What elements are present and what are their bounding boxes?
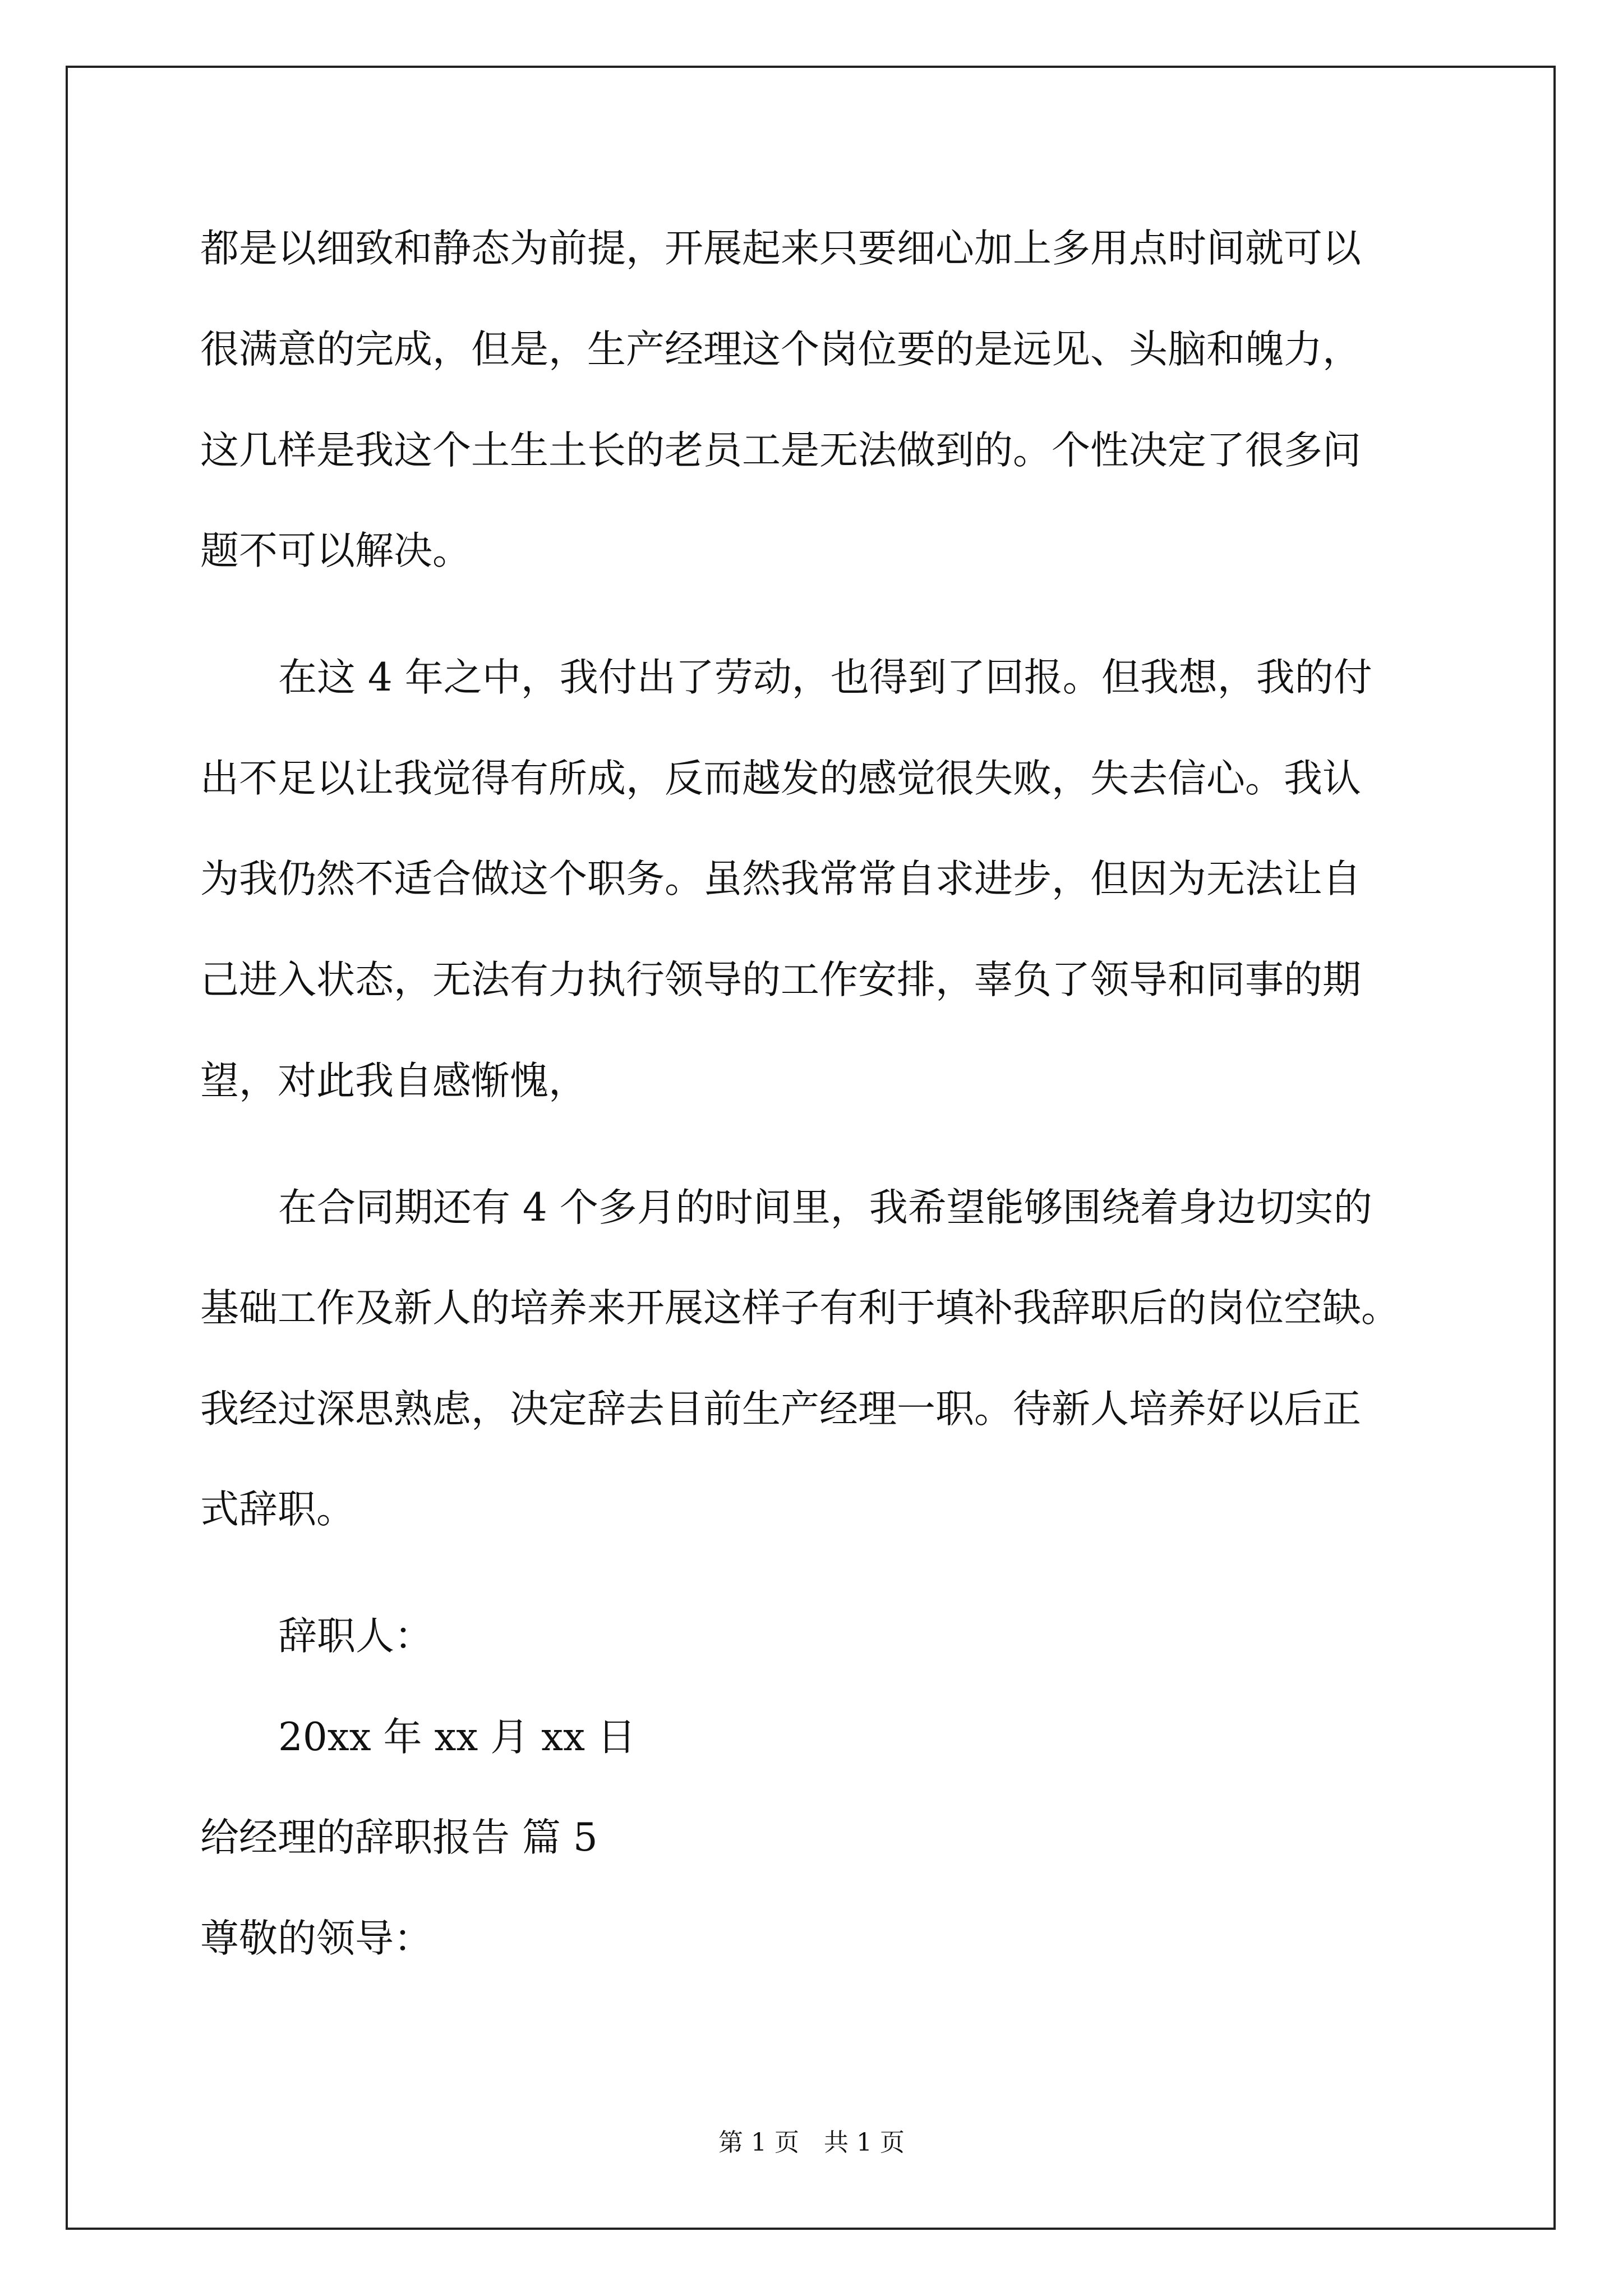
signature-date: 20xx 年 xx 月 xx 日 [278,1715,636,1760]
paragraph-line: 题不可以解决。 [200,528,471,573]
paragraph-line: 出不足以让我觉得有所成，反而越发的感觉很失败，失去信心。我认 [200,756,1361,801]
page-border [66,66,1556,2230]
paragraph-line: 我经过深思熟虑，决定辞去目前生产经理一职。待新人培养好以后正 [200,1387,1361,1432]
salutation: 尊敬的领导： [200,1916,432,1961]
paragraph-line: 式辞职。 [200,1487,355,1532]
paragraph-line: 很满意的完成，但是，生产经理这个岗位要的是远见、头脑和魄力， [200,327,1361,372]
paragraph-line: 为我仍然不适合做这个职务。虽然我常常自求进步，但因为无法让自 [200,857,1361,901]
paragraph-line: 己进入状态，无法有力执行领导的工作安排，辜负了领导和同事的期 [200,958,1361,1002]
paragraph-line: 在这 4 年之中，我付出了劳动，也得到了回报。但我想，我的付 [278,655,1372,700]
paragraph-line: 在合同期还有 4 个多月的时间里，我希望能够围绕着身边切实的 [278,1185,1372,1230]
signature-label: 辞职人： [278,1614,433,1659]
paragraph-line: 基础工作及新人的培养来开展这样子有利于填补我辞职后的岗位空缺。 [200,1286,1400,1331]
page-footer: 第 1 页 共 1 页 [718,2128,905,2157]
section-heading: 给经理的辞职报告 篇 5 [200,1815,598,1860]
paragraph-line: 望，对此我自感惭愧， [200,1059,587,1103]
paragraph-line: 都是以细致和静态为前提，开展起来只要细心加上多用点时间就可以 [200,226,1361,271]
paragraph-line: 这几样是我这个土生土长的老员工是无法做到的。个性决定了很多问 [200,428,1361,473]
